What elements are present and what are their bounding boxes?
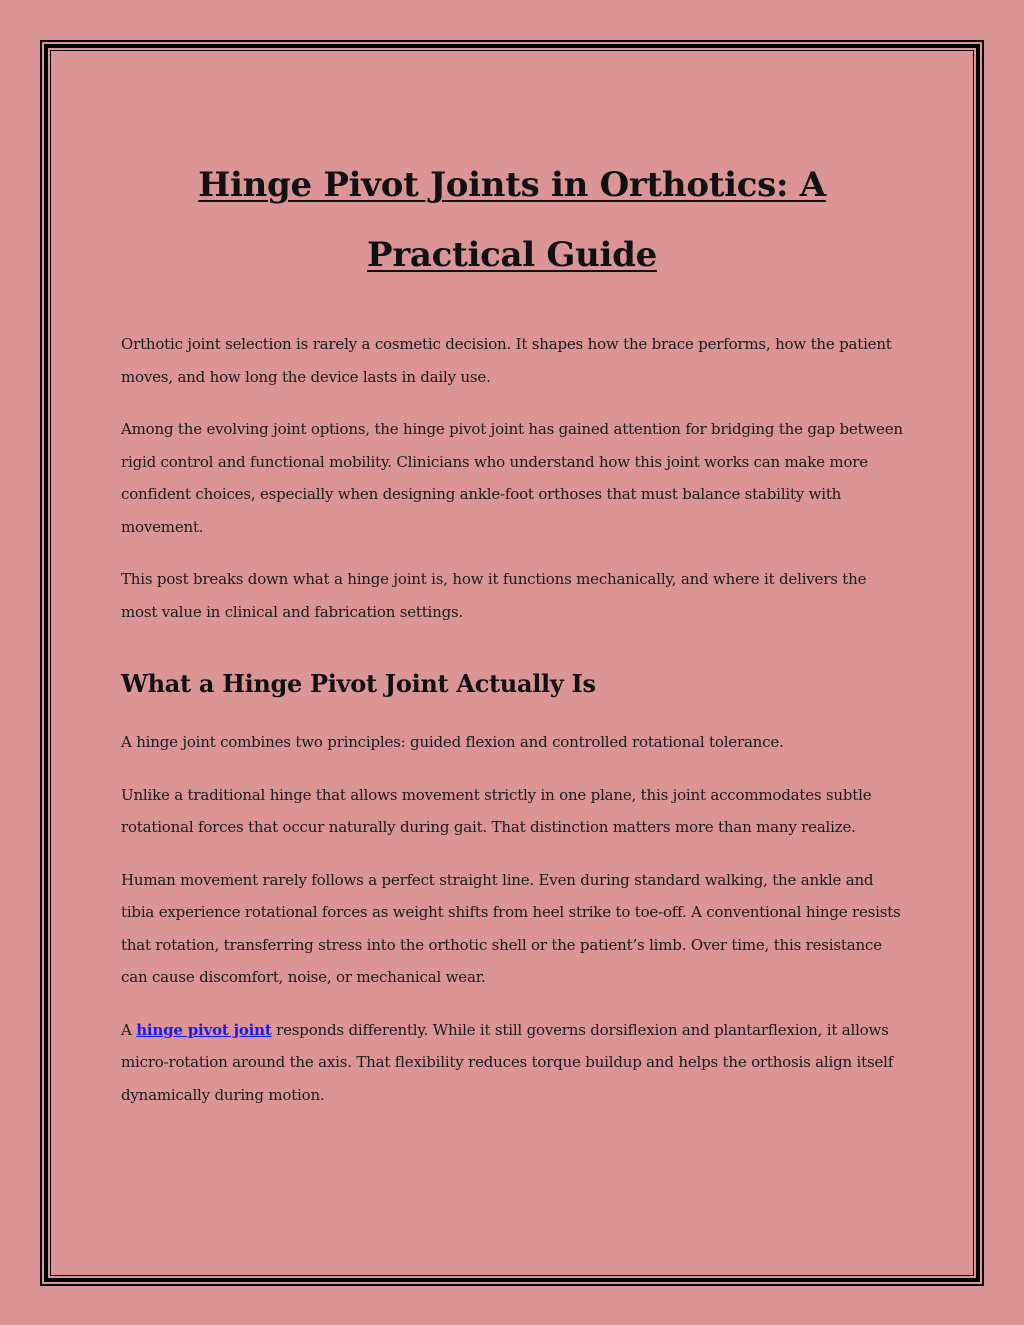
document-body [121, 150, 903, 1111]
section-paragraph-3: Human movement rarely follows a perfect straight line. Even during standard walking, the ankle and tibia experience rotational forces as weight shifts from heel strike to toe-off. A conventional hinge resists that rotation, transferring stress into the orthotic shell or the patient’s limb. Over time, this resistance can cause discomfort, noise, or mechanical wear. [121, 870, 901, 986]
paragraph-suffix: responds differently. While it still governs dorsiflexion and plantarflexion, it allows micro-rotation around the axis. That flexibility reduces torque buildup and helps the orthosis align itself dynamically during motion. [121, 1020, 894, 1104]
section-heading: What a Hinge Pivot Joint Actually Is [121, 669, 596, 698]
intro-paragraph-1: Orthotic joint selection is rarely a cosmetic decision. It shapes how the brace performs, how the patient moves, and how long the device lasts in daily use. [121, 335, 892, 386]
section-paragraph-4 [121, 1014, 903, 1112]
intro-paragraph-2: Among the evolving joint options, the hinge pivot joint has gained attention for bridging the gap between rigid control and functional mobility. Clinicians who understand how this joint works can make more confident choices, especially when designing ankle-foot orthoses that must balance stability with movement. [121, 420, 903, 536]
hinge-pivot-joint-link[interactable]: hinge pivot joint [136, 1020, 272, 1039]
section-paragraph-1: A hinge joint combines two principles: guided flexion and controlled rotational tolerance. [121, 733, 784, 751]
intro-paragraph-3: This post breaks down what a hinge joint is, how it functions mechanically, and where it delivers the most value in clinical and fabrication settings. [121, 570, 867, 621]
section-paragraph-2: Unlike a traditional hinge that allows movement strictly in one plane, this joint accommodates subtle rotational forces that occur naturally during gait. That distinction matters more than many realize. [121, 785, 872, 836]
page-title: Hinge Pivot Joints in Orthotics: A Practical Guide [198, 165, 826, 275]
paragraph-prefix: A [121, 1020, 137, 1039]
